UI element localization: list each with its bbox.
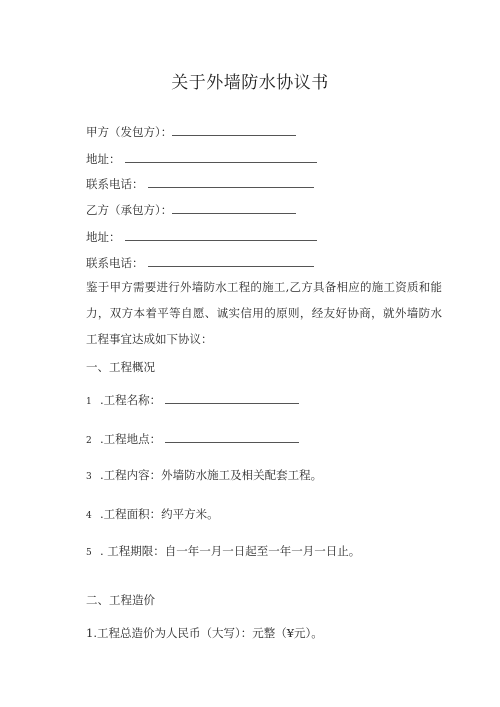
item-number: 3 bbox=[86, 472, 92, 482]
party-b-label: 乙方（承包方）： bbox=[86, 203, 173, 217]
party-a-phone-blank[interactable] bbox=[148, 175, 314, 188]
item-number: 5 bbox=[86, 548, 92, 558]
section2-heading: 二、工程造价 bbox=[86, 593, 155, 607]
section1-heading: 一、工程概况 bbox=[86, 360, 155, 374]
party-a-blank[interactable] bbox=[172, 123, 296, 136]
party-b-address-blank[interactable] bbox=[125, 228, 317, 241]
party-b-blank[interactable] bbox=[172, 201, 296, 214]
project-location-blank[interactable] bbox=[165, 430, 299, 443]
party-b-address-label: 地址： bbox=[86, 230, 121, 244]
document-title: 关于外墙防水协议书 bbox=[171, 73, 329, 93]
section2-item-1: 1.工程总造价为人民币（大写）：元整（¥元）。 bbox=[86, 626, 323, 640]
item-text: .工程地点： bbox=[100, 432, 162, 446]
section1-item-2 bbox=[86, 430, 299, 449]
item-text: .工程面积：约平方米。 bbox=[100, 507, 219, 521]
party-a-phone-label: 联系电话： bbox=[86, 177, 144, 191]
party-b-address-line bbox=[86, 228, 317, 245]
party-b-phone-label: 联系电话： bbox=[86, 256, 144, 270]
party-b-phone-blank[interactable] bbox=[148, 254, 314, 267]
project-name-blank[interactable] bbox=[165, 391, 299, 404]
party-a-address-blank[interactable] bbox=[125, 150, 317, 163]
item-text: .工程内容：外墙防水施工及相关配套工程。 bbox=[100, 468, 323, 482]
item-text: . 工程期限：自一年一月一日起至一年一月一日止。 bbox=[100, 544, 361, 558]
party-a-label: 甲方（发包方）： bbox=[86, 125, 173, 139]
party-b-phone-line bbox=[86, 254, 314, 271]
section1-item-4 bbox=[86, 506, 219, 524]
party-b-line bbox=[86, 201, 296, 218]
preamble-paragraph: 鉴于甲方需要进行外墙防水工程的施工,乙方具备相应的施工资质和能力，双方本着平等自愿、诚实信用的原则，经友好协商，就外墙防水工程事宜达成如下协议： bbox=[86, 280, 442, 346]
item-number: 2 bbox=[86, 436, 92, 446]
section1-item-3 bbox=[86, 467, 322, 485]
item-text: .工程名称： bbox=[100, 393, 162, 407]
section1-item-1 bbox=[86, 391, 299, 410]
party-a-address-line bbox=[86, 150, 317, 167]
party-a-phone-line bbox=[86, 175, 314, 192]
party-a-address-label: 地址： bbox=[86, 152, 121, 166]
section1-item-5 bbox=[86, 543, 360, 561]
item-number: 1 bbox=[86, 397, 92, 407]
item-number: 4 bbox=[86, 511, 92, 521]
party-a-line bbox=[86, 123, 296, 140]
